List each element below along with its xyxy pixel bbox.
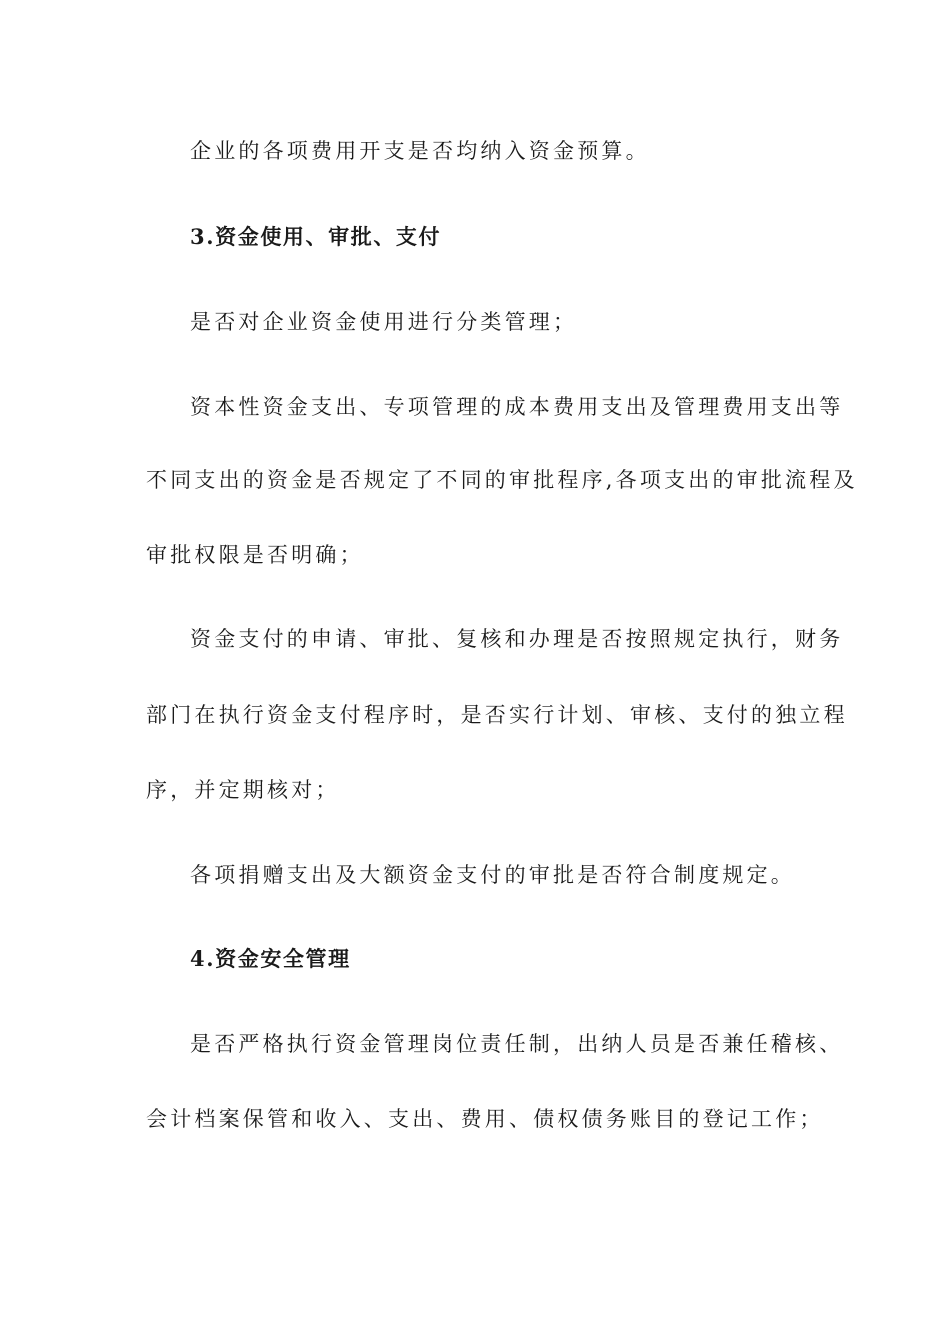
- paragraph-approval-line-3: 审批权限是否明确；: [146, 543, 364, 567]
- paragraph-approval-line-1: 资本性资金支出、专项管理的成本费用支出及管理费用支出等: [190, 395, 844, 419]
- section-heading-4: 4.资金安全管理: [190, 946, 351, 971]
- paragraph-approval-line-2: 不同支出的资金是否规定了不同的审批程序,各项支出的审批流程及: [146, 468, 858, 492]
- paragraph-safety-line-1: 是否严格执行资金管理岗位责任制，出纳人员是否兼任稽核、: [190, 1032, 844, 1056]
- paragraph-payment-line-1: 资金支付的申请、审批、复核和办理是否按照规定执行，财务: [190, 627, 844, 651]
- paragraph-budget-line: 企业的各项费用开支是否均纳入资金预算。: [190, 139, 650, 163]
- section-heading-3: 3.资金使用、审批、支付: [190, 224, 442, 249]
- paragraph-donation: 各项捐赠支出及大额资金支付的审批是否符合制度规定。: [190, 863, 795, 887]
- paragraph-payment-line-3: 序，并定期核对；: [146, 778, 340, 802]
- paragraph-classification: 是否对企业资金使用进行分类管理；: [190, 310, 578, 334]
- paragraph-safety-line-2: 会计档案保管和收入、支出、费用、债权债务账目的登记工作；: [146, 1107, 824, 1131]
- paragraph-payment-line-2: 部门在执行资金支付程序时，是否实行计划、审核、支付的独立程: [146, 703, 848, 727]
